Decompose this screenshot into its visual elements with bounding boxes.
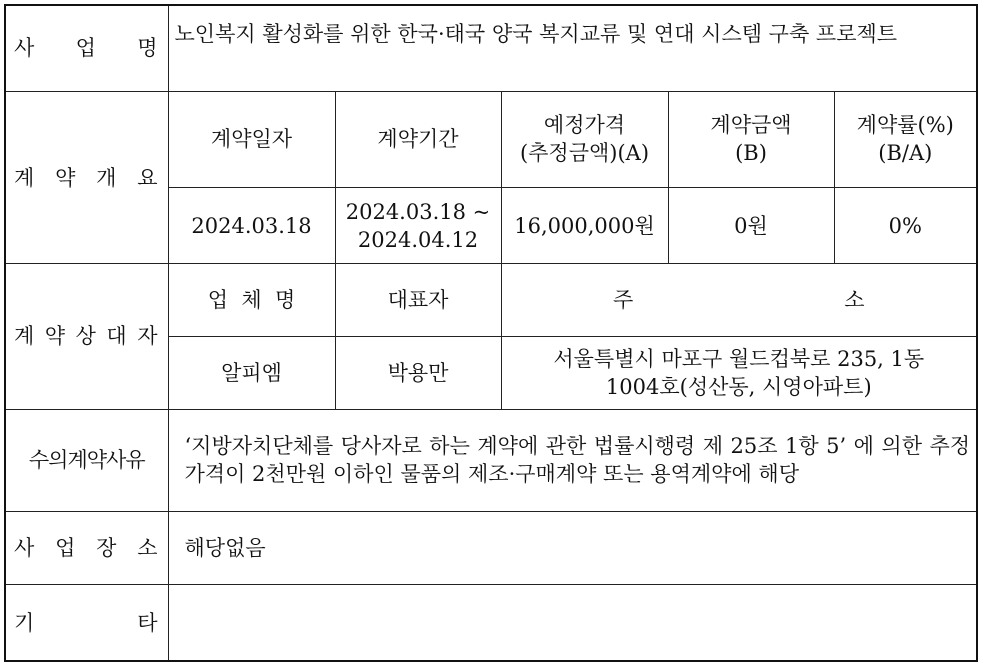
header-address: 주 소 [501,264,977,337]
value-representative: 박용만 [335,337,501,409]
counterparty-label-cell [5,264,168,409]
contract-info-table [4,4,978,662]
value-contract-amount: 0원 [668,188,834,264]
location-label-cell [5,511,168,584]
project-name: 노인복지 활성화를 위한 한국·태국 양국 복지교류 및 연대 시스템 구축 프로젝트 [168,5,977,91]
project-label: 사 업 명 [14,36,158,61]
other-label-cell [5,585,168,661]
header-contract-date: 계약일자 [168,91,335,187]
value-contract-rate: 0% [834,188,977,264]
header-contract-rate: 계약률(%) (B/A) [834,91,977,187]
value-estimated-price: 16,000,000원 [501,188,668,264]
value-address: 서울특별시 마포구 월드컵북로 235, 1동 1004호(성산동, 시영아파트) [501,337,977,409]
counterparty-label: 계 약 상 대 자 [14,324,158,349]
location-text: 해당없음 [168,511,977,584]
header-company-name: 업 체 명 [168,264,335,337]
header-contract-amount: 계약금액 (B) [668,91,834,187]
header-contract-period: 계약기간 [335,91,501,187]
value-contract-date: 2024.03.18 [168,188,335,264]
other-label: 기 타 [14,610,158,635]
location-label: 사 업 장 소 [14,536,158,561]
contract-summary-label-cell [5,91,168,264]
project-label-cell [5,5,168,91]
reason-label: 수의계약사유 [28,448,145,473]
header-representative: 대표자 [335,264,501,337]
value-company-name: 알피엠 [168,337,335,409]
value-contract-period: 2024.03.18 ~ 2024.04.12 [335,188,501,264]
reason-text: ‘지방자치단체를 당사자로 하는 계약에 관한 법률시행령 제 25조 1항 5’ 에 의한 추정가격이 2천만원 이하인 물품의 제조·구매계약 또는 용역계약에 해당 [168,409,977,511]
contract-summary-label: 계 약 개 요 [14,165,158,190]
other-text [168,585,977,661]
header-estimated-price: 예정가격 (추정금액)(A) [501,91,668,187]
reason-label-cell [5,409,168,511]
